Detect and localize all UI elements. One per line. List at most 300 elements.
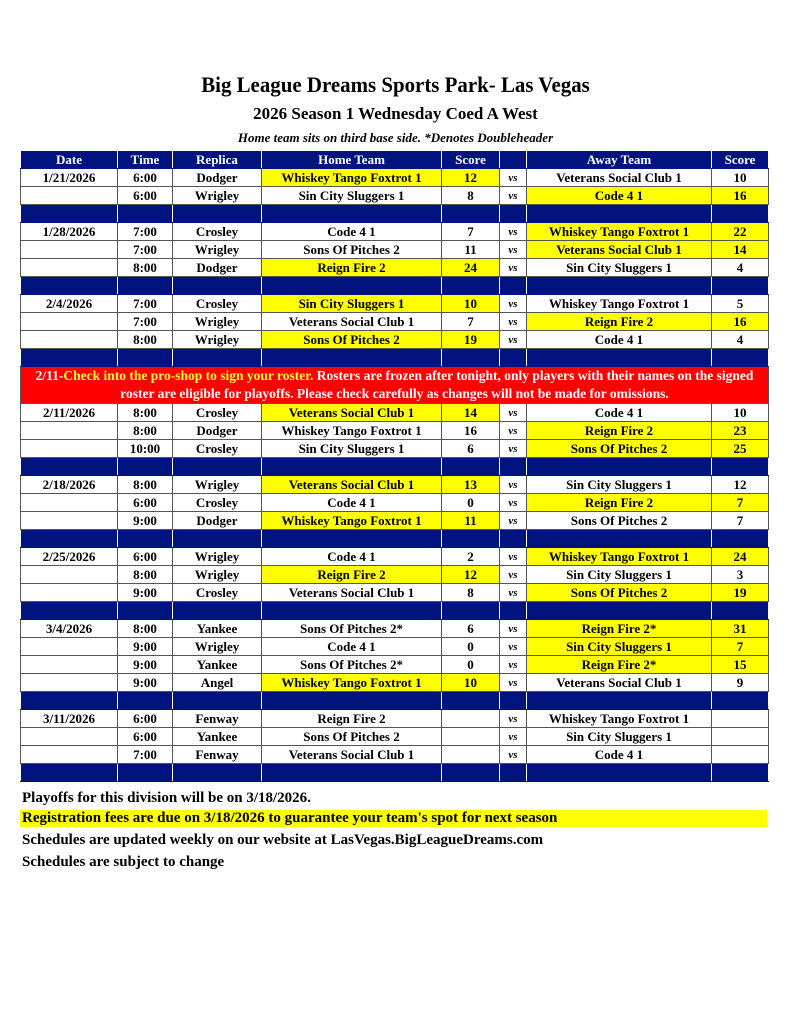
game-row — [21, 440, 769, 458]
separator-row — [21, 349, 769, 367]
game-time: 6:00 — [118, 494, 173, 512]
away-score: 15 — [712, 656, 769, 674]
game-row — [21, 169, 769, 187]
game-field: Dodger — [173, 512, 262, 530]
away-score: 10 — [712, 169, 769, 187]
game-date: 1/21/2026 — [21, 169, 118, 187]
home-score: 11 — [442, 241, 500, 259]
separator-cell — [442, 692, 500, 710]
vs-label: vs — [500, 476, 527, 494]
separator-cell — [500, 205, 527, 223]
vs-label: vs — [500, 548, 527, 566]
game-date — [21, 674, 118, 692]
game-time: 9:00 — [118, 584, 173, 602]
vs-label: vs — [500, 746, 527, 764]
separator-row — [21, 692, 769, 710]
page-title: Big League Dreams Sports Park- Las Vegas — [201, 72, 590, 97]
vs-label: vs — [500, 295, 527, 313]
game-row — [21, 241, 769, 259]
header-time: Time — [118, 151, 173, 169]
game-field: Crosley — [173, 295, 262, 313]
away-score: 24 — [712, 548, 769, 566]
vs-label: vs — [500, 259, 527, 277]
separator-cell — [118, 349, 173, 367]
game-field: Yankee — [173, 656, 262, 674]
vs-label: vs — [500, 187, 527, 205]
home-score: 6 — [442, 620, 500, 638]
game-time: 6:00 — [118, 548, 173, 566]
game-field: Dodger — [173, 169, 262, 187]
game-date: 2/11/2026 — [21, 404, 118, 422]
separator-cell — [500, 530, 527, 548]
away-score — [712, 728, 769, 746]
game-row — [21, 548, 769, 566]
game-time: 6:00 — [118, 187, 173, 205]
vs-label: vs — [500, 404, 527, 422]
home-score: 8 — [442, 187, 500, 205]
separator-cell — [118, 205, 173, 223]
game-time: 8:00 — [118, 331, 173, 349]
away-team: Sons Of Pitches 2 — [527, 584, 712, 602]
game-row — [21, 728, 769, 746]
away-team: Sons Of Pitches 2 — [527, 440, 712, 458]
home-team: Veterans Social Club 1 — [262, 404, 442, 422]
footer-playoffs: Playoffs for this division will be on 3/18/2026. — [22, 790, 311, 806]
home-score: 7 — [442, 223, 500, 241]
away-score: 7 — [712, 494, 769, 512]
home-score: 7 — [442, 313, 500, 331]
game-row — [21, 476, 769, 494]
table-header — [21, 151, 769, 169]
game-date — [21, 512, 118, 530]
home-score: 12 — [442, 169, 500, 187]
separator-cell — [527, 530, 712, 548]
game-row — [21, 656, 769, 674]
home-team: Whiskey Tango Foxtrot 1 — [262, 422, 442, 440]
footer-website: Schedules are updated weekly on our website at LasVegas.BigLeagueDreams.com — [22, 832, 544, 848]
game-field: Yankee — [173, 728, 262, 746]
game-row — [21, 710, 769, 728]
separator-cell — [173, 277, 262, 295]
separator-cell — [442, 530, 500, 548]
vs-label: vs — [500, 223, 527, 241]
vs-label: vs — [500, 440, 527, 458]
away-score: 31 — [712, 620, 769, 638]
game-row — [21, 187, 769, 205]
away-team: Veterans Social Club 1 — [527, 241, 712, 259]
separator-cell — [500, 349, 527, 367]
separator-cell — [500, 277, 527, 295]
header-home-team: Home Team — [262, 151, 442, 169]
away-team: Sin City Sluggers 1 — [527, 259, 712, 277]
home-team: Veterans Social Club 1 — [262, 584, 442, 602]
game-date — [21, 746, 118, 764]
separator-cell — [118, 602, 173, 620]
game-time: 8:00 — [118, 476, 173, 494]
game-date — [21, 728, 118, 746]
game-field: Wrigley — [173, 638, 262, 656]
home-team: Code 4 1 — [262, 548, 442, 566]
away-team: Veterans Social Club 1 — [527, 169, 712, 187]
home-score: 0 — [442, 638, 500, 656]
game-date: 1/28/2026 — [21, 223, 118, 241]
away-score: 16 — [712, 187, 769, 205]
separator-cell — [712, 277, 769, 295]
separator-cell — [118, 692, 173, 710]
away-score: 7 — [712, 638, 769, 656]
home-team: Sin City Sluggers 1 — [262, 440, 442, 458]
away-score: 10 — [712, 404, 769, 422]
game-field: Dodger — [173, 422, 262, 440]
away-team: Sin City Sluggers 1 — [527, 728, 712, 746]
separator-cell — [118, 277, 173, 295]
game-time: 8:00 — [118, 422, 173, 440]
separator-cell — [500, 692, 527, 710]
away-team: Sons Of Pitches 2 — [527, 512, 712, 530]
away-score — [712, 746, 769, 764]
home-team: Veterans Social Club 1 — [262, 476, 442, 494]
vs-label: vs — [500, 710, 527, 728]
game-time: 9:00 — [118, 638, 173, 656]
game-field: Crosley — [173, 494, 262, 512]
separator-cell — [262, 349, 442, 367]
game-date — [21, 187, 118, 205]
separator-cell — [118, 530, 173, 548]
home-score: 12 — [442, 566, 500, 584]
separator-cell — [21, 349, 118, 367]
away-team: Veterans Social Club 1 — [527, 674, 712, 692]
separator-cell — [442, 205, 500, 223]
away-team: Code 4 1 — [527, 746, 712, 764]
game-time: 9:00 — [118, 512, 173, 530]
game-field: Angel — [173, 674, 262, 692]
game-time: 7:00 — [118, 313, 173, 331]
away-team: Whiskey Tango Foxtrot 1 — [527, 710, 712, 728]
game-field: Wrigley — [173, 566, 262, 584]
away-team: Whiskey Tango Foxtrot 1 — [527, 548, 712, 566]
game-field: Wrigley — [173, 476, 262, 494]
home-score: 6 — [442, 440, 500, 458]
separator-cell — [527, 692, 712, 710]
game-date — [21, 241, 118, 259]
home-score: 10 — [442, 674, 500, 692]
separator-cell — [21, 458, 118, 476]
home-team: Code 4 1 — [262, 494, 442, 512]
away-team: Code 4 1 — [527, 404, 712, 422]
game-time: 7:00 — [118, 746, 173, 764]
separator-cell — [173, 602, 262, 620]
separator-cell — [712, 458, 769, 476]
home-score: 2 — [442, 548, 500, 566]
game-row — [21, 584, 769, 602]
home-score: 8 — [442, 584, 500, 602]
game-time: 8:00 — [118, 620, 173, 638]
separator-cell — [500, 458, 527, 476]
game-date: 2/18/2026 — [21, 476, 118, 494]
away-score: 14 — [712, 241, 769, 259]
away-team: Reign Fire 2* — [527, 656, 712, 674]
separator-cell — [21, 764, 118, 782]
game-date — [21, 331, 118, 349]
separator-cell — [21, 602, 118, 620]
game-row — [21, 620, 769, 638]
game-date: 2/25/2026 — [21, 548, 118, 566]
home-score: 13 — [442, 476, 500, 494]
separator-cell — [173, 764, 262, 782]
separator-cell — [21, 692, 118, 710]
game-row — [21, 674, 769, 692]
separator-cell — [712, 602, 769, 620]
away-team: Code 4 1 — [527, 187, 712, 205]
home-team: Reign Fire 2 — [262, 710, 442, 728]
game-field: Crosley — [173, 584, 262, 602]
home-score: 16 — [442, 422, 500, 440]
game-date: 3/11/2026 — [21, 710, 118, 728]
game-row — [21, 223, 769, 241]
game-field: Wrigley — [173, 313, 262, 331]
away-score: 23 — [712, 422, 769, 440]
game-row — [21, 566, 769, 584]
vs-label: vs — [500, 512, 527, 530]
game-row — [21, 494, 769, 512]
separator-cell — [712, 530, 769, 548]
home-score: 11 — [442, 512, 500, 530]
separator-cell — [527, 458, 712, 476]
away-score: 4 — [712, 259, 769, 277]
away-score: 5 — [712, 295, 769, 313]
away-score: 3 — [712, 566, 769, 584]
game-date — [21, 494, 118, 512]
header-date: Date — [21, 151, 118, 169]
separator-cell — [527, 602, 712, 620]
separator-cell — [442, 349, 500, 367]
game-date: 2/4/2026 — [21, 295, 118, 313]
game-row — [21, 404, 769, 422]
game-field: Dodger — [173, 259, 262, 277]
vs-label: vs — [500, 620, 527, 638]
home-team: Veterans Social Club 1 — [262, 746, 442, 764]
game-time: 8:00 — [118, 404, 173, 422]
separator-cell — [527, 349, 712, 367]
game-time: 8:00 — [118, 259, 173, 277]
header-away-team: Away Team — [527, 151, 712, 169]
away-team: Whiskey Tango Foxtrot 1 — [527, 295, 712, 313]
home-team: Sons Of Pitches 2 — [262, 241, 442, 259]
vs-label: vs — [500, 169, 527, 187]
home-score: 19 — [442, 331, 500, 349]
vs-label: vs — [500, 638, 527, 656]
home-score: 14 — [442, 404, 500, 422]
home-team: Whiskey Tango Foxtrot 1 — [262, 674, 442, 692]
home-team: Reign Fire 2 — [262, 566, 442, 584]
away-score: 4 — [712, 331, 769, 349]
home-team: Sons Of Pitches 2* — [262, 656, 442, 674]
separator-cell — [262, 530, 442, 548]
game-field: Wrigley — [173, 187, 262, 205]
game-field: Yankee — [173, 620, 262, 638]
game-row — [21, 422, 769, 440]
roster-notice — [21, 367, 769, 404]
notice-text: Rosters are frozen after tonight, only players with their names on the signed roster are eligible for playoffs. Please check carefully as changes will not be made for omissions. — [120, 368, 754, 401]
roster-notice-row — [21, 367, 769, 404]
game-time: 9:00 — [118, 656, 173, 674]
game-row — [21, 746, 769, 764]
separator-cell — [21, 277, 118, 295]
home-team: Veterans Social Club 1 — [262, 313, 442, 331]
header-home-score: Score — [442, 151, 500, 169]
vs-label: vs — [500, 313, 527, 331]
vs-label: vs — [500, 656, 527, 674]
home-score: 10 — [442, 295, 500, 313]
schedule-table — [20, 150, 769, 782]
game-row — [21, 259, 769, 277]
away-team: Sin City Sluggers 1 — [527, 566, 712, 584]
separator-cell — [173, 692, 262, 710]
home-score — [442, 710, 500, 728]
away-team: Code 4 1 — [527, 331, 712, 349]
header-replica: Replica — [173, 151, 262, 169]
separator-cell — [173, 458, 262, 476]
separator-cell — [500, 764, 527, 782]
separator-cell — [262, 458, 442, 476]
home-team: Whiskey Tango Foxtrot 1 — [262, 512, 442, 530]
home-team: Code 4 1 — [262, 638, 442, 656]
separator-cell — [173, 530, 262, 548]
separator-cell — [262, 602, 442, 620]
away-score: 12 — [712, 476, 769, 494]
game-date — [21, 566, 118, 584]
separator-row — [21, 205, 769, 223]
away-team: Whiskey Tango Foxtrot 1 — [527, 223, 712, 241]
separator-row — [21, 764, 769, 782]
away-score — [712, 710, 769, 728]
game-row — [21, 512, 769, 530]
separator-cell — [262, 277, 442, 295]
home-team: Sons Of Pitches 2* — [262, 620, 442, 638]
separator-cell — [500, 602, 527, 620]
footer-registration: Registration fees are due on 3/18/2026 to guarantee your team's spot for next season — [20, 810, 767, 827]
vs-label: vs — [500, 241, 527, 259]
separator-cell — [712, 692, 769, 710]
game-field: Fenway — [173, 710, 262, 728]
separator-cell — [118, 458, 173, 476]
game-date — [21, 422, 118, 440]
away-team: Reign Fire 2* — [527, 620, 712, 638]
game-date — [21, 440, 118, 458]
away-score: 19 — [712, 584, 769, 602]
game-time: 7:00 — [118, 223, 173, 241]
game-field: Wrigley — [173, 548, 262, 566]
separator-cell — [173, 349, 262, 367]
separator-cell — [118, 764, 173, 782]
home-team: Whiskey Tango Foxtrot 1 — [262, 169, 442, 187]
schedule-note: Home team sits on third base side. *Denotes Doubleheader — [237, 130, 554, 145]
separator-cell — [173, 205, 262, 223]
home-score — [442, 728, 500, 746]
away-score: 16 — [712, 313, 769, 331]
game-row — [21, 331, 769, 349]
game-field: Fenway — [173, 746, 262, 764]
game-date — [21, 584, 118, 602]
game-row — [21, 638, 769, 656]
vs-label: vs — [500, 331, 527, 349]
game-time: 6:00 — [118, 710, 173, 728]
notice-date: 2/11- — [35, 368, 64, 383]
home-score — [442, 746, 500, 764]
game-field: Crosley — [173, 404, 262, 422]
game-field: Wrigley — [173, 241, 262, 259]
separator-row — [21, 458, 769, 476]
away-team: Sin City Sluggers 1 — [527, 638, 712, 656]
game-date — [21, 656, 118, 674]
separator-cell — [262, 764, 442, 782]
game-time: 10:00 — [118, 440, 173, 458]
home-team: Reign Fire 2 — [262, 259, 442, 277]
separator-row — [21, 277, 769, 295]
game-row — [21, 313, 769, 331]
away-team: Reign Fire 2 — [527, 494, 712, 512]
notice-highlight: Check into the pro-shop to sign your roster. — [63, 368, 314, 383]
separator-row — [21, 530, 769, 548]
header-vs — [500, 151, 527, 169]
away-score: 7 — [712, 512, 769, 530]
vs-label: vs — [500, 422, 527, 440]
away-team: Reign Fire 2 — [527, 313, 712, 331]
vs-label: vs — [500, 566, 527, 584]
separator-cell — [442, 764, 500, 782]
separator-row — [21, 602, 769, 620]
game-date — [21, 638, 118, 656]
home-team: Code 4 1 — [262, 223, 442, 241]
game-time: 7:00 — [118, 241, 173, 259]
home-team: Sin City Sluggers 1 — [262, 295, 442, 313]
separator-cell — [21, 205, 118, 223]
separator-cell — [442, 458, 500, 476]
game-time: 9:00 — [118, 674, 173, 692]
vs-label: vs — [500, 494, 527, 512]
footer-disclaimer: Schedules are subject to change — [22, 854, 225, 870]
game-date — [21, 313, 118, 331]
game-time: 8:00 — [118, 566, 173, 584]
away-score: 22 — [712, 223, 769, 241]
vs-label: vs — [500, 674, 527, 692]
separator-cell — [712, 764, 769, 782]
home-team: Sons Of Pitches 2 — [262, 728, 442, 746]
home-score: 0 — [442, 494, 500, 512]
game-time: 6:00 — [118, 728, 173, 746]
page-subtitle: 2026 Season 1 Wednesday Coed A West — [253, 104, 538, 123]
away-team: Reign Fire 2 — [527, 422, 712, 440]
game-field: Crosley — [173, 440, 262, 458]
separator-cell — [442, 602, 500, 620]
game-time: 7:00 — [118, 295, 173, 313]
game-row — [21, 295, 769, 313]
game-date — [21, 259, 118, 277]
game-date: 3/4/2026 — [21, 620, 118, 638]
vs-label: vs — [500, 584, 527, 602]
vs-label: vs — [500, 728, 527, 746]
separator-cell — [262, 692, 442, 710]
separator-cell — [262, 205, 442, 223]
home-team: Sons Of Pitches 2 — [262, 331, 442, 349]
separator-cell — [527, 277, 712, 295]
game-time: 6:00 — [118, 169, 173, 187]
game-field: Wrigley — [173, 331, 262, 349]
home-score: 0 — [442, 656, 500, 674]
separator-cell — [712, 205, 769, 223]
home-score: 24 — [442, 259, 500, 277]
separator-cell — [712, 349, 769, 367]
